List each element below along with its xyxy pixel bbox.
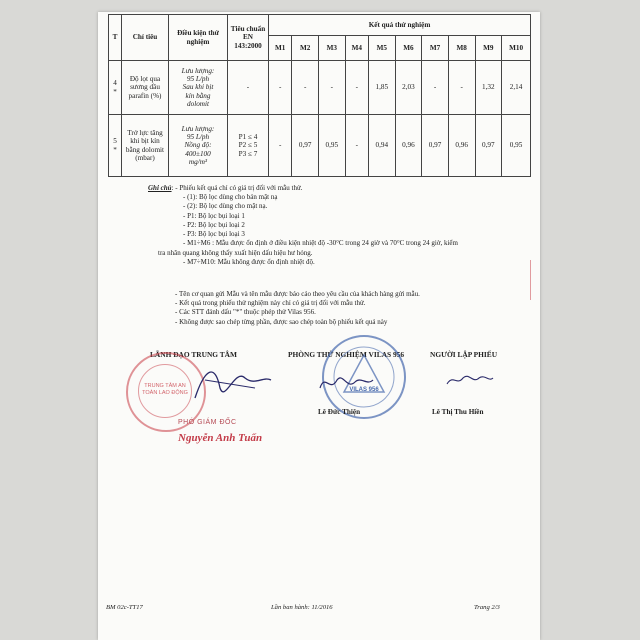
header-m3: M3	[318, 36, 345, 61]
value-cell: -	[269, 115, 292, 177]
std-line: P1 ≤ 4	[238, 133, 258, 142]
row-star: *	[113, 87, 117, 96]
value-cell: 1,32	[475, 61, 502, 115]
signature-right-scribble	[445, 370, 495, 390]
row-number-cell	[109, 115, 122, 177]
cond-line: 400±100	[185, 149, 211, 158]
value-cell: -	[448, 61, 475, 115]
footer-page: Trang 2/3	[474, 604, 500, 611]
deputy-director-name: Nguyễn Anh Tuấn	[178, 432, 263, 444]
value-cell: -	[345, 115, 368, 177]
note-item: - (2): Bộ lọc dùng cho mặt nạ.	[183, 202, 268, 211]
row-number: 4	[113, 79, 117, 88]
value-cell: -	[345, 61, 368, 115]
row-name: Trở lực tăng khi bịt kín bằng dolomit (mbar)	[122, 115, 169, 177]
note-item: - P3: Bộ lọc bụi loại 3	[183, 230, 245, 239]
header-m6: M6	[395, 36, 422, 61]
cond-line: kín bằng	[185, 91, 211, 100]
row-condition	[169, 115, 228, 177]
cond-line: Nồng độ:	[184, 141, 212, 150]
header-dieu-kien: Điều kiện thử nghiệm	[169, 15, 228, 61]
note-extra-item: - Kết quả trong phiếu thử nghiệm này chỉ có giá trị đối với mẫu thử.	[175, 299, 366, 308]
signature-name-center: Lê Đức Thiện	[318, 408, 361, 416]
table-header-row	[109, 15, 531, 36]
signature-title-left: LÃNH ĐẠO TRUNG TÂM	[150, 350, 237, 359]
cond-line: dolomit	[187, 99, 209, 108]
notes-first-line	[148, 184, 528, 193]
cond-line: 95 L/ph	[186, 75, 210, 84]
value-cell: 0,96	[395, 115, 422, 177]
note-item: - P2: Bộ lọc bụi loại 2	[183, 220, 245, 229]
header-m8: M8	[448, 36, 475, 61]
table-row	[109, 61, 531, 115]
value-cell: -	[292, 61, 319, 115]
value-cell: -	[269, 61, 292, 115]
note-item: tra nhãn quang không thấy xuất hiện dấu hiệu hư hỏng.	[158, 248, 313, 257]
header-m1: M1	[269, 36, 292, 61]
results-table	[108, 14, 531, 177]
value-cell: 0,94	[368, 115, 395, 177]
row-number: 5	[113, 137, 117, 146]
value-cell: 0,97	[422, 115, 449, 177]
value-cell: 0,97	[475, 115, 502, 177]
value-cell: 0,96	[448, 115, 475, 177]
signature-center-scribble	[315, 368, 375, 398]
value-cell: 0,95	[502, 115, 531, 177]
header-chi-tieu: Chỉ tiêu	[122, 15, 169, 61]
value-cell: 2,03	[395, 61, 422, 115]
row-number-cell	[109, 61, 122, 115]
header-m7: M7	[422, 36, 449, 61]
header-m5: M5	[368, 36, 395, 61]
note-item: - M1÷M6 : Mẫu được ổn định ở điều kiện nhiệt độ -30°C trong 24 giờ và 70°C trong 24 giờ, kiểm	[183, 239, 458, 248]
header-ket-qua: Kết quả thử nghiệm	[269, 15, 531, 36]
value-cell: 2,14	[502, 61, 531, 115]
header-tieu-chuan: Tiêu chuẩn EN 143:2000	[228, 15, 269, 61]
red-seal-text: TRUNG TÂM AN TOÀN LAO ĐỘNG	[142, 383, 188, 397]
blue-seal-text: VILAS 956	[349, 387, 379, 393]
header-m9: M9	[475, 36, 502, 61]
row-star: *	[113, 145, 117, 154]
signature-title-right: NGƯỜI LẬP PHIẾU	[430, 350, 498, 359]
std-line: P2 ≤ 5	[238, 141, 258, 150]
note-extra-item: - Tên cơ quan gửi Mẫu và tên mẫu được báo cáo theo yêu cầu của khách hàng gửi mẫu.	[175, 290, 420, 298]
signature-title-center: PHÒNG THỬ NGHIỆM VILAS 956	[288, 350, 405, 359]
row-name: Độ lọt qua sương dầu parafin (%)	[122, 61, 169, 115]
value-cell: 1,85	[368, 61, 395, 115]
value-cell: 0,97	[292, 115, 319, 177]
header-m2: M2	[292, 36, 319, 61]
note-text: : - Phiếu kết quả chỉ có giá trị đối với mẫu thử.	[171, 184, 303, 192]
cond-line: Sau khi bịt	[182, 83, 214, 92]
header-m10: M10	[502, 36, 531, 61]
std-line: P3 ≤ 7	[238, 149, 258, 158]
value-cell: -	[318, 61, 345, 115]
cond-line: mg/m³	[188, 157, 208, 166]
note-item: - (1): Bộ lọc dùng cho bán mặt nạ	[183, 193, 278, 202]
red-seal-inner	[138, 364, 192, 418]
notes-extra	[175, 290, 525, 327]
header-m4: M4	[345, 36, 368, 61]
row-condition	[169, 61, 228, 115]
cond-line: Lưu lượng:	[181, 66, 215, 75]
notes-label: Ghi chú	[148, 184, 172, 192]
note-item: - P1: Bộ lọc bụi loại 1	[183, 211, 245, 220]
note-extra-item: - Các STT đánh dấu "*" thuộc phép thử Vilas 956.	[175, 308, 316, 317]
signature-name-right: Lê Thị Thu Hiền	[432, 408, 484, 416]
deputy-director-role: PHÓ GIÁM ĐỐC	[178, 419, 237, 426]
value-cell: 0,95	[318, 115, 345, 177]
note-extra-item: - Không được sao chép từng phần, được sao chép toàn bộ phiếu kết quả này	[175, 317, 388, 326]
edge-stamp	[530, 260, 543, 300]
cond-line: Lưu lượng:	[181, 124, 215, 133]
row-standard: -	[228, 61, 269, 115]
notes-section	[148, 184, 528, 267]
table-row	[109, 115, 531, 177]
row-standard	[228, 115, 269, 177]
footer-form-code: BM 02c-TT17	[106, 604, 143, 611]
value-cell: -	[422, 61, 449, 115]
footer-issue: Lần ban hành: 11/2016	[271, 604, 333, 611]
note-item: - M7÷M10: Mẫu không được ổn định nhiệt độ.	[183, 257, 315, 266]
cond-line: 95 L/ph	[186, 133, 210, 142]
signature-left-scribble	[185, 358, 275, 408]
header-tt: T	[109, 15, 122, 61]
